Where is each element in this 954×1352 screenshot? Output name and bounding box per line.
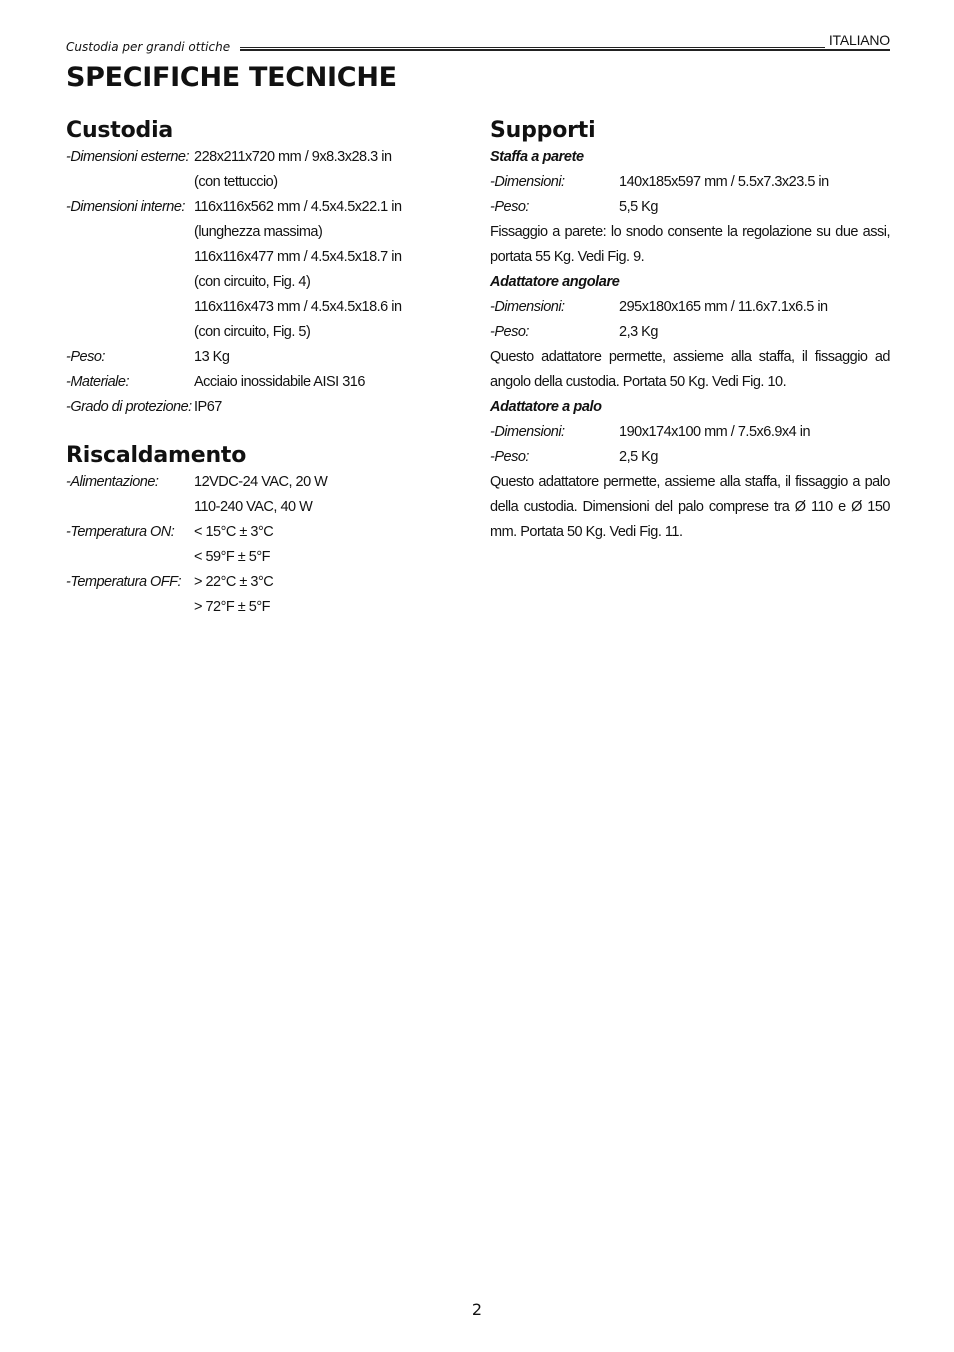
spec-value: 140x185x597 mm / 5.5x7.3x23.5 in [619,174,829,190]
spec-row [66,195,406,345]
spec-label: -Temperatura ON: [66,524,175,540]
spec-values [194,520,406,570]
spec-value: IP67 [194,399,222,415]
spec-row [66,395,406,420]
staffa-block [490,145,890,270]
spec-row [490,195,890,220]
spec-value: 110-240 VAC, 40 W [194,499,313,515]
spec-value: 5,5 Kg [619,199,658,215]
spec-value: (con circuito, Fig. 4) [194,274,311,290]
language-label: ITALIANO [825,32,890,48]
palo-block [490,395,890,545]
page-number: 2 [471,1300,483,1319]
spec-label: -Dimensioni esterne: [66,149,189,165]
spec-label: -Materiale: [66,374,129,390]
section-title-riscaldamento: Riscaldamento [66,443,247,468]
angolare-block [490,270,890,395]
spec-value: < 59°F ± 5°F [194,549,271,565]
spec-value: 295x180x165 mm / 11.6x7.1x6.5 in [619,299,828,315]
section-title-custodia: Custodia [66,118,174,143]
spec-label: -Peso: [490,449,529,465]
right-column [490,117,890,545]
spec-values [194,470,406,520]
angolare-description: Questo adattatore permette, assieme alla staffa, il fissaggio ad angolo della custodia. Portata 50 Kg. Vedi Fig. 10. [490,349,890,390]
spec-label: -Alimentazione: [66,474,159,490]
spec-row [66,370,406,395]
spec-row [66,145,406,195]
spec-value: > 22°C ± 3°C [194,574,274,590]
spec-row [490,445,890,470]
spec-row [490,420,890,445]
spec-value: < 15°C ± 3°C [194,524,274,540]
running-header-subtitle: Custodia per grandi ottiche [66,40,231,54]
spec-row [490,320,890,345]
spec-values [194,395,406,420]
spec-label: -Dimensioni: [490,299,565,315]
staffa-description: Fissaggio a parete: lo snodo consente la regolazione su due assi, portata 55 Kg. Vedi Fig. 9. [490,224,890,265]
spec-values [194,570,406,620]
spec-row [490,295,890,320]
spec-label: -Temperatura OFF: [66,574,182,590]
spec-values [194,145,406,195]
spec-label: -Peso: [490,199,529,215]
left-column [66,117,406,620]
spec-row [66,345,406,370]
spec-value: 116x116x562 mm / 4.5x4.5x22.1 in [194,199,402,215]
spec-value: 228x211x720 mm / 9x8.3x28.3 in [194,149,392,165]
header-rule [240,47,890,51]
spec-value: 190x174x100 mm / 7.5x6.9x4 in [619,424,811,440]
spec-label: -Grado di protezione: [66,399,192,415]
subsection-title-palo: Adattatore a palo [490,399,602,415]
spec-label: -Dimensioni interne: [66,199,185,215]
spec-row [490,170,890,195]
subsection-title-staffa: Staffa a parete [490,149,584,165]
spec-label: -Peso: [66,349,105,365]
subsection-title-angolare: Adattatore angolare [490,274,620,290]
spec-value: 2,5 Kg [619,449,658,465]
spec-values [194,370,406,395]
palo-description: Questo adattatore permette, assieme alla staffa, il fissaggio a palo della custodia. Dimensioni del palo comprese tra Ø 110 e Ø 150 mm. Portata 50 Kg. Vedi Fig. 11. [490,474,890,540]
spec-row [66,520,406,570]
spec-label: -Dimensioni: [490,174,565,190]
spec-label: -Peso: [490,324,529,340]
page-title: SPECIFICHE TECNICHE [66,62,397,93]
riscaldamento-spec-list [66,470,406,620]
spec-value: > 72°F ± 5°F [194,599,271,615]
spec-values [194,345,406,370]
spec-value: 116x116x473 mm / 4.5x4.5x18.6 in [194,299,402,315]
spec-row [66,470,406,520]
spec-value: (con tettuccio) [194,174,278,190]
spec-value: Acciaio inossidabile AISI 316 [194,374,365,390]
spec-value: 12VDC-24 VAC, 20 W [194,474,328,490]
custodia-spec-list [66,145,406,420]
section-title-supporti: Supporti [490,118,596,143]
spec-value: 116x116x477 mm / 4.5x4.5x18.7 in [194,249,402,265]
spec-values [194,195,406,345]
spec-label: -Dimensioni: [490,424,565,440]
spec-value: 2,3 Kg [619,324,658,340]
spec-row [66,570,406,620]
spec-value: (con circuito, Fig. 5) [194,324,311,340]
spec-value: (lunghezza massima) [194,224,323,240]
spec-value: 13 Kg [194,349,230,365]
